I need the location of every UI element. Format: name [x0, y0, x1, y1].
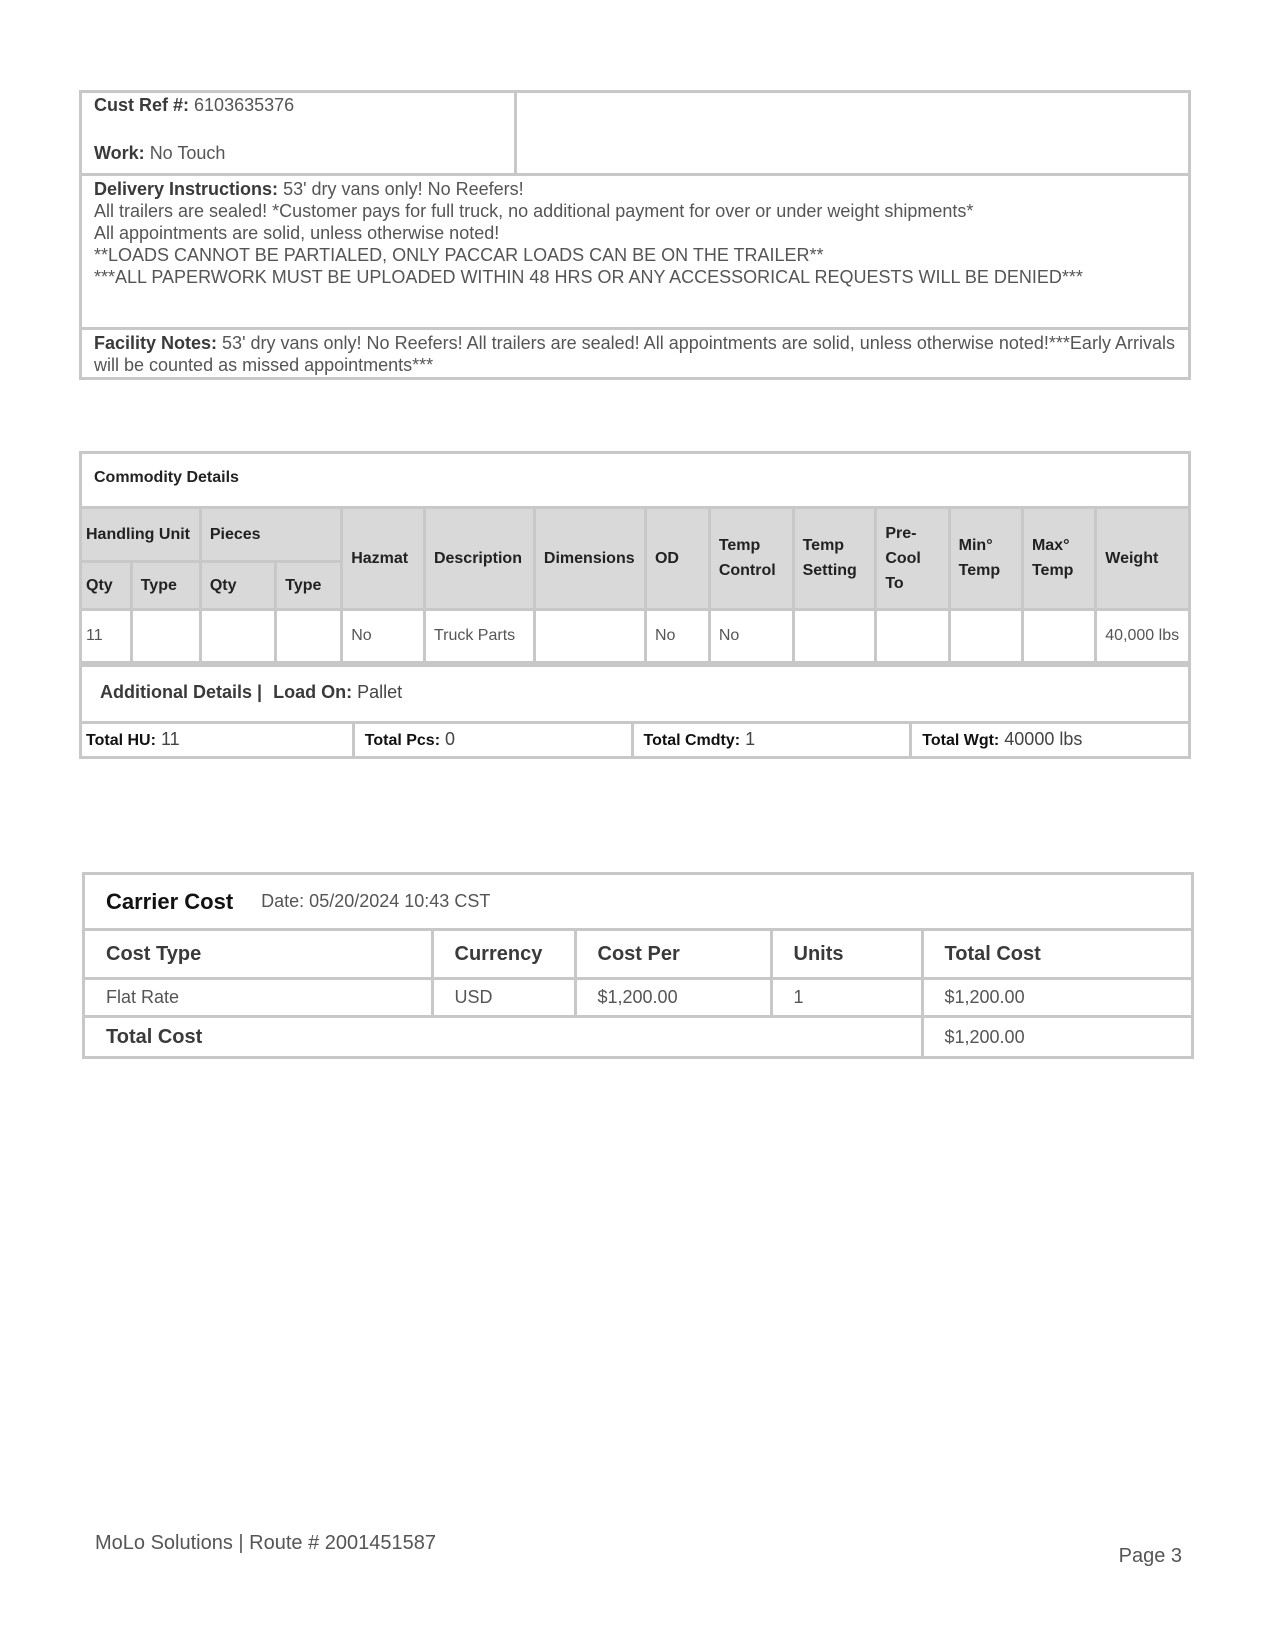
table-row	[82, 609, 1188, 662]
col-max-temp: Max° Temp	[1022, 509, 1095, 609]
delivery-first-line: 53' dry vans only! No Reefers!	[283, 179, 524, 199]
reference-row	[82, 93, 1188, 176]
facility-text: 53' dry vans only! No Reefers! All trailers are sealed! All appointments are solid, unless otherwise noted!***Early Arrivals will be counted as missed appointments***	[94, 333, 1175, 375]
col-weight: Weight	[1096, 509, 1188, 609]
commodity-details	[79, 451, 1191, 759]
cell-temp-setting	[793, 609, 876, 662]
col-pre-cool-to: Pre-Cool To	[876, 509, 949, 609]
page-number: Page 3	[1118, 1545, 1182, 1567]
cell-temp-control: No	[709, 609, 793, 662]
col-dimensions: Dimensions	[534, 509, 645, 609]
load-on-value: Pallet	[357, 681, 403, 702]
carrier-cost-date: Date: 05/20/2024 10:43 CST	[261, 891, 491, 911]
cell-currency: USD	[432, 979, 575, 1017]
col-od: OD	[645, 509, 709, 609]
delivery-label: Delivery Instructions:	[94, 179, 279, 199]
col-currency: Currency	[432, 931, 575, 979]
cell-units: 1	[771, 979, 922, 1017]
total-hu-value: 11	[160, 728, 180, 749]
delivery-line: All appointments are solid, unless otherwise noted!	[94, 223, 500, 243]
col-min-temp: Min° Temp	[949, 509, 1022, 609]
cell-hu-qty: 11	[82, 609, 131, 662]
col-temp-setting: Temp Setting	[793, 509, 876, 609]
col-temp-control: Temp Control	[709, 509, 793, 609]
cust-ref-label: Cust Ref #:	[94, 95, 190, 115]
col-cost-per: Cost Per	[575, 931, 771, 979]
delivery-line: ***ALL PAPERWORK MUST BE UPLOADED WITHIN 48 HRS OR ANY ACCESSORICAL REQUESTS WILL BE DENIED***	[94, 267, 1083, 287]
col-cost-type: Cost Type	[85, 931, 432, 979]
col-handling-unit: Handling Unit	[82, 509, 200, 561]
total-wgt-value: 40000 lbs	[1004, 728, 1083, 749]
total-cost-value: $1,200.00	[922, 1017, 1191, 1057]
work	[94, 143, 502, 164]
delivery-instructions	[82, 176, 1188, 330]
cell-hazmat: No	[342, 609, 425, 662]
carrier-cost-header	[85, 875, 1191, 931]
cell-pre-cool-to	[876, 609, 949, 662]
load-on-label: Load On:	[273, 681, 353, 702]
table-row	[85, 979, 1191, 1017]
commodity-title: Commodity Details	[82, 454, 1188, 509]
reference-cell	[82, 93, 517, 173]
additional-details	[82, 664, 1188, 724]
col-pieces: Pieces	[200, 509, 341, 561]
col-hazmat: Hazmat	[342, 509, 425, 609]
col-units: Units	[771, 931, 922, 979]
reference-empty-cell	[517, 93, 1188, 173]
cell-cost-type: Flat Rate	[85, 979, 432, 1017]
cell-description: Truck Parts	[424, 609, 534, 662]
carrier-cost-table	[85, 931, 1191, 1056]
total-pcs-label: Total Pcs:	[364, 731, 441, 749]
total-hu-label: Total HU:	[86, 731, 156, 749]
delivery-line: **LOADS CANNOT BE PARTIALED, ONLY PACCAR LOADS CAN BE ON THE TRAILER**	[94, 245, 824, 265]
carrier-cost	[82, 872, 1194, 1059]
col-total-cost: Total Cost	[922, 931, 1191, 979]
shipment-notes-box	[79, 90, 1191, 380]
cell-total-cost: $1,200.00	[922, 979, 1191, 1017]
cell-od: No	[645, 609, 709, 662]
total-cmdty-value: 1	[745, 728, 756, 749]
col-description: Description	[424, 509, 534, 609]
col-pcs-qty: Qty	[200, 561, 275, 609]
additional-details-label: Additional Details |	[100, 681, 263, 702]
total-hu	[82, 724, 355, 756]
commodity-table	[82, 509, 1188, 664]
cell-pcs-qty	[200, 609, 275, 662]
cell-cost-per: $1,200.00	[575, 979, 771, 1017]
commodity-totals	[82, 724, 1188, 756]
work-value: No Touch	[149, 143, 226, 163]
cell-weight: 40,000 lbs	[1096, 609, 1188, 662]
cust-ref-value: 6103635376	[194, 95, 295, 115]
total-pcs-value: 0	[445, 728, 456, 749]
cell-dimensions	[534, 609, 645, 662]
cust-ref	[94, 95, 502, 116]
col-pcs-type: Type	[276, 561, 342, 609]
work-label: Work:	[94, 143, 145, 163]
footer-route: MoLo Solutions | Route # 2001451587	[95, 1532, 437, 1554]
col-hu-type: Type	[131, 561, 200, 609]
total-cmdty-label: Total Cmdty:	[643, 731, 741, 749]
cell-pcs-type	[276, 609, 342, 662]
cell-max-temp	[1022, 609, 1095, 662]
total-pcs	[355, 724, 634, 756]
delivery-line: All trailers are sealed! *Customer pays for full truck, no additional payment for over or under weight shipments*	[94, 201, 974, 221]
total-wgt	[912, 724, 1188, 756]
facility-notes	[82, 330, 1188, 377]
carrier-cost-title: Carrier Cost	[106, 888, 234, 914]
cell-min-temp	[949, 609, 1022, 662]
facility-label: Facility Notes:	[94, 333, 218, 353]
col-hu-qty: Qty	[82, 561, 131, 609]
total-cmdty	[634, 724, 913, 756]
cell-hu-type	[131, 609, 200, 662]
total-wgt-label: Total Wgt:	[922, 731, 1000, 749]
total-cost-label: Total Cost	[85, 1017, 922, 1057]
total-row	[85, 1017, 1191, 1057]
